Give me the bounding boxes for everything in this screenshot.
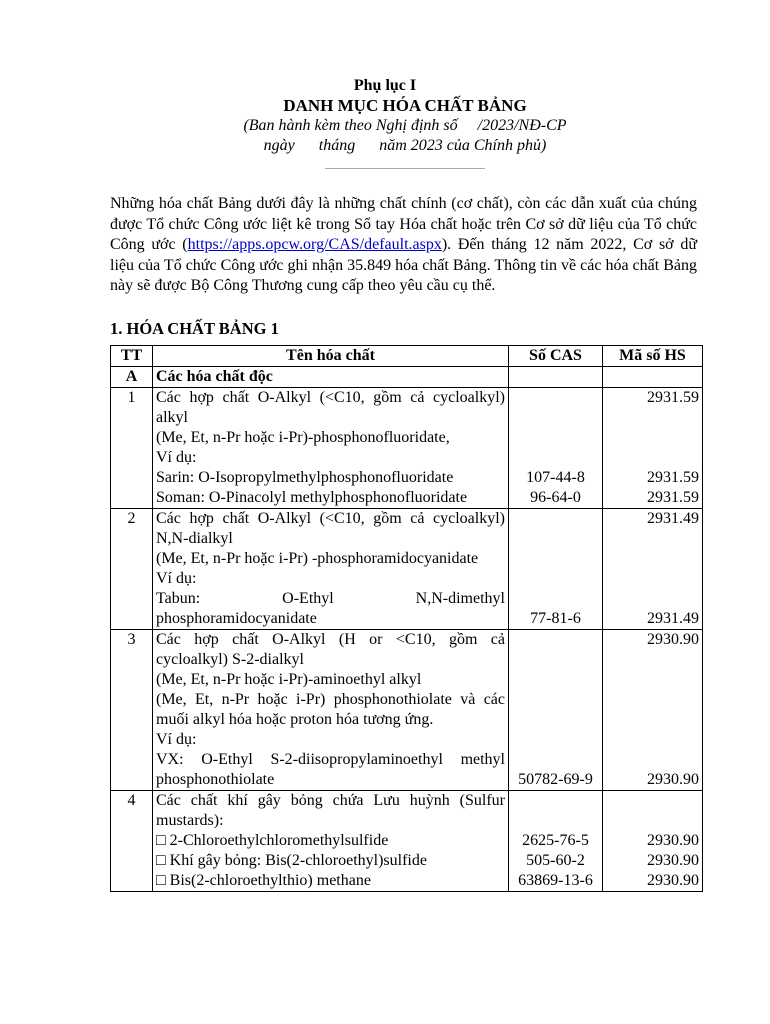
hs-value: 2930.90 xyxy=(647,631,699,648)
row-line: Các chất khí gây bỏng chứa Lưu huỳnh (Sulfur mustards): xyxy=(156,792,505,829)
col-header-tt: TT xyxy=(111,346,153,367)
cas-value: 2625-76-5 xyxy=(522,832,589,849)
row-index: 2 xyxy=(111,509,153,630)
row-line: Soman: O-Pinacolyl methylphosphonofluoridate xyxy=(156,489,468,506)
cas-value: 107-44-8 xyxy=(526,469,585,486)
hs-value: 2931.59 xyxy=(647,389,699,406)
row-hs xyxy=(603,630,703,791)
row-index: 1 xyxy=(111,388,153,509)
list-item: □ 2-Chloroethylchloromethylsulfide xyxy=(156,832,389,849)
row-line: Các hợp chất O-Alkyl (H or <C10, gồm cả cycloalkyl) S-2-dialkyl xyxy=(156,631,505,668)
row-line: Tabun: O-Ethyl N,N-dimethyl phosphoramidocyanidate xyxy=(156,590,505,627)
row-chemical-name xyxy=(153,388,509,509)
row-line: Sarin: O-Isopropylmethylphosphonofluoridate xyxy=(156,469,454,486)
row-hs xyxy=(603,509,703,630)
table-row xyxy=(111,630,703,791)
row-cas xyxy=(509,630,603,791)
decree-reference: (Ban hành kèm theo Nghị định số /2023/NĐ-CP xyxy=(243,117,567,134)
table-header-row xyxy=(111,346,703,367)
cas-value: 96-64-0 xyxy=(530,489,581,506)
hs-value: 2930.90 xyxy=(647,852,699,869)
appendix-header xyxy=(0,76,770,169)
row-line: VX: O-Ethyl S-2-diisopropylaminoethyl methyl phosphonothiolate xyxy=(156,751,505,788)
cas-value: 505-60-2 xyxy=(526,852,585,869)
row-chemical-name xyxy=(153,509,509,630)
group-row xyxy=(111,367,703,388)
row-line: (Me, Et, n-Pr hoặc i-Pr)-phosphonofluoridate, xyxy=(156,429,450,446)
table-row xyxy=(111,509,703,630)
row-line: Ví dụ: xyxy=(156,570,197,587)
col-header-hs: Mã số HS xyxy=(603,346,703,367)
cas-value: 77-81-6 xyxy=(530,610,581,627)
hs-value: 2930.90 xyxy=(647,872,699,889)
group-index: A xyxy=(111,367,153,388)
intro-text-after: ). Đến tháng 12 năm 2022, Cơ sở dữ liệu của Tổ chức Công ước ghi nhận 35.849 hóa chất Bảng. Thông tin về các hóa chất Bảng này sẽ được Bộ Công Thương cung cấp theo yêu cầu cụ thể. xyxy=(110,236,698,295)
hs-value: 2931.49 xyxy=(647,510,699,527)
group-hs-empty xyxy=(603,367,703,388)
intro-text-before: Những hóa chất Bảng dưới đây là những chất chính (cơ chất), còn các dẫn xuất của chúng được Tổ chức Công ước liệt kê trong Sổ tay Hóa chất hoặc trên Cơ sở dữ liệu của Tổ chức Công ước ( xyxy=(110,195,697,254)
intro-paragraph xyxy=(110,194,697,297)
list-item: □ Khí gây bỏng: Bis(2-chloroethyl)sulfide xyxy=(156,852,427,869)
row-line: (Me, Et, n-Pr hoặc i-Pr) phosphonothiolate và các muối alkyl hóa hoặc proton hóa tương ứng. xyxy=(156,691,505,728)
row-cas xyxy=(509,791,603,892)
row-cas xyxy=(509,388,603,509)
row-index: 4 xyxy=(111,791,153,892)
group-cas-empty xyxy=(509,367,603,388)
table-row xyxy=(111,791,703,892)
hs-value: 2931.59 xyxy=(647,469,699,486)
row-hs xyxy=(603,791,703,892)
row-line: Ví dụ: xyxy=(156,449,197,466)
row-chemical-name xyxy=(153,791,509,892)
row-cas xyxy=(509,509,603,630)
row-line: Các hợp chất O-Alkyl (<C10, gồm cả cycloalkyl) alkyl xyxy=(156,389,505,426)
cas-value: 50782-69-9 xyxy=(518,771,593,788)
header-divider xyxy=(325,168,485,169)
row-index: 3 xyxy=(111,630,153,791)
hs-value: 2930.90 xyxy=(647,832,699,849)
appendix-label: Phụ lục I xyxy=(353,77,417,94)
row-chemical-name xyxy=(153,630,509,791)
row-line: (Me, Et, n-Pr hoặc i-Pr)-aminoethyl alkyl xyxy=(156,671,422,688)
cas-value: 63869-13-6 xyxy=(518,872,593,889)
hs-value: 2931.59 xyxy=(647,489,699,506)
document-title: DANH MỤC HÓA CHẤT BẢNG xyxy=(283,96,527,115)
hs-value: 2931.49 xyxy=(647,610,699,627)
row-hs xyxy=(603,388,703,509)
section-title: 1. HÓA CHẤT BẢNG 1 xyxy=(110,319,279,338)
row-line: Ví dụ: xyxy=(156,731,197,748)
list-item: □ Bis(2-chloroethylthio) methane xyxy=(156,872,371,889)
hs-value: 2930.90 xyxy=(647,771,699,788)
decree-date: ngày tháng năm 2023 của Chính phủ) xyxy=(263,137,547,154)
chemical-table xyxy=(110,345,703,892)
opcw-cas-link[interactable]: https://apps.opcw.org/CAS/default.aspx xyxy=(187,236,442,254)
col-header-name: Tên hóa chất xyxy=(153,346,509,367)
group-name: Các hóa chất độc xyxy=(153,367,509,388)
row-line: (Me, Et, n-Pr hoặc i-Pr) -phosphoramidocyanidate xyxy=(156,550,479,567)
table-row xyxy=(111,388,703,509)
row-line: Các hợp chất O-Alkyl (<C10, gồm cả cycloalkyl) N,N-dialkyl xyxy=(156,510,505,547)
col-header-cas: Số CAS xyxy=(509,346,603,367)
